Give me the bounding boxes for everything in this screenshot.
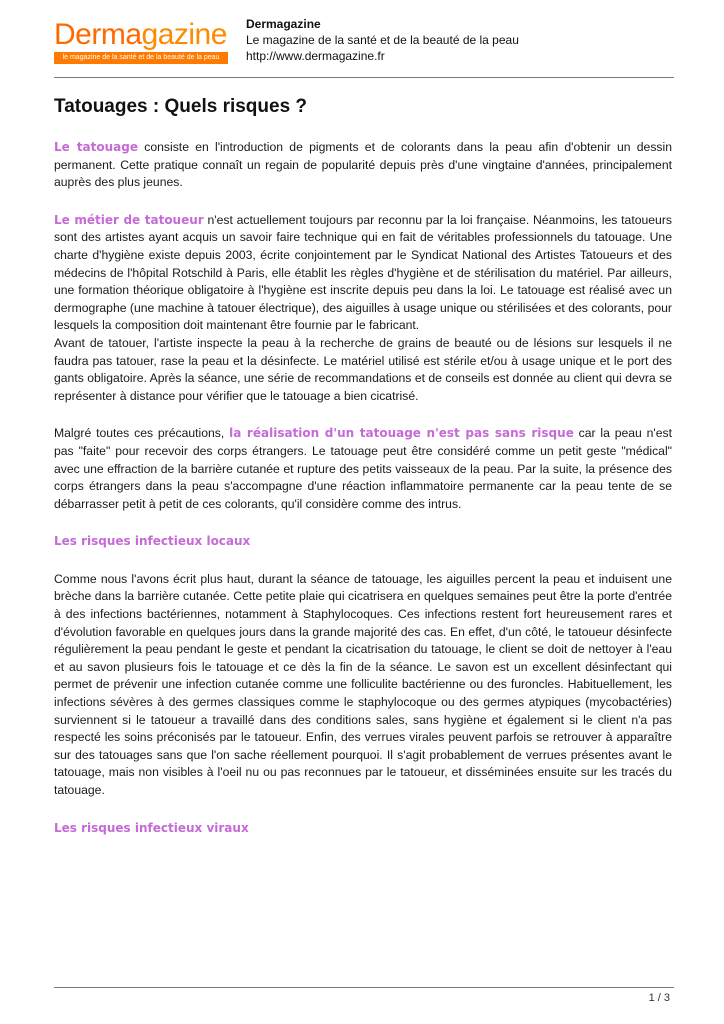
- site-info: [246, 16, 519, 64]
- logo-wordmark: [54, 18, 227, 52]
- paragraph-precautions-before: Malgré toutes ces précautions,: [54, 426, 230, 441]
- logo-word-part2: gazine: [141, 18, 227, 51]
- site-name: Dermagazine: [246, 17, 321, 31]
- logo-word-part1: Derma: [54, 18, 142, 51]
- page-number: 1 / 3: [648, 992, 670, 1004]
- paragraph-precautions-after: car la peau n'est pas "faite" pour recevoir des corps étrangers. Le tatouage peut être considéré comme un petit geste "médical" avec une effraction de la barrière cutanée et rupture des petits vaisseaux de la peau. Par la suite, la présence des corps étrangers dans la peau s'accompagne d'une réaction inflammatoire permanente car la peau tente de se débarrasser petit à petit de ces colorants, qu'il considère comme des intrus.: [54, 426, 673, 511]
- article-body: [54, 139, 672, 857]
- page-header: [54, 16, 674, 74]
- header-divider: [54, 77, 674, 78]
- logo-tagline: le magazine de la santé et de la beauté de la peau: [54, 52, 228, 64]
- site-subtitle: Le magazine de la santé et de la beauté de la peau: [246, 33, 519, 47]
- paragraph-intro: [54, 139, 672, 192]
- paragraph-infectieux-locaux: Comme nous l'avons écrit plus haut, durant la séance de tatouage, les aiguilles percent la peau et induisent une brèche dans la barrière cutanée. Cette petite plaie qui cicatrisera en quelques semaines peut être la porte d'entrée à des infections bactériennes, notamment à Staphylocoques. Ces infections restent fort heureusement rares et d'évolution favorable en quelques jours dans la grande majorité des cas. En effet, d'un côté, le tatoueur désinfecte régulièrement la peau pendant le geste et pendant la cicatrisation du tatouage, le client se doit de nettoyer à l'eau et au savon plusieurs fois le tatouage et ce dès la fin de la séance. Le savon est un excellent désinfectant qui permet de prévenir une infection cutanée comme une folliculite bactérienne ou des furoncles. Habituellement, les infections sévères à des germes classiques comme le staphylocoque ou des germes atypiques (mycobactéries) surviennent si le tatoueur a travaillé dans des conditions sales, sans hygiène et également si le client n'a pas respecté les soins préconisés par le tatoueur. Enfin, des verrues virales peuvent parfois se retrouver à apparaître sur des tatouages sans que l'on sache réellement pourquoi. Il s'agit probablement de verrues présentes avant le tatouage, mais non visibles à l'oeil nu ou pas reconnues par le tatoueur, et disséminées ensuite sur les tracés du tatouage.: [54, 571, 672, 797]
- footer-divider: [54, 987, 674, 988]
- section-heading-infectieux-locaux: Les risques infectieux locaux: [54, 534, 251, 549]
- paragraph-metier: [54, 212, 672, 335]
- highlight-realisation-risque: la réalisation d'un tatouage n'est pas sans risque: [229, 426, 574, 441]
- paragraph-metier-text: n'est actuellement toujours par reconnu par la loi française. Néanmoins, les tatoueurs sont des artistes ayant acquis un savoir faire technique qui en fait de véritables professionnels du tatouage. Une charte d'hygiène existe depuis 2003, écrite conjointement par le Syndicat National des Artistes Tatoueurs et des médecins de l'hôpital Rotschild à Paris, elle établit les règles d'hygiène et de stérilisation du matériel. Par ailleurs, une formation théorique obligatoire à l'hygiène est inscrite depuis peu dans la loi. Le tatouage est réalisé avec un dermographe (une machine à tatouer électrique), des aiguilles à usage unique ou stérilisées et des colorants, pour lesquels la composition doit maintenant être fournie par le fabricant.: [54, 212, 672, 333]
- paragraph-intro-text: consiste en l'introduction de pigments et de colorants dans la peau afin d'obtenir un dessin permanent. Cette pratique connaît un regain de popularité depuis près d'une vingtaine d'années, principalement auprès des plus jeunes.: [54, 140, 672, 190]
- paragraph-precautions: [54, 425, 672, 513]
- section-heading-infectieux-viraux: Les risques infectieux viraux: [54, 820, 249, 835]
- paragraph-avant: Avant de tatouer, l'artiste inspecte la peau à la recherche de grains de beauté ou de lésions sur lesquels il ne faudra pas tatouer, rase la peau et la désinfecte. Le matériel utilisé est stérile et/ou à usage unique et le port des gants obligatoire. Après la séance, une série de recommandations et de conseils est donnée au client qui devra se représenter à distance pour vérifier que le tatouage a bien cicatrisé.: [54, 335, 672, 403]
- site-url: http://www.dermagazine.fr: [246, 49, 385, 63]
- page-title: Tatouages : Quels risques ?: [54, 96, 308, 117]
- highlight-le-tatouage: Le tatouage: [54, 140, 139, 154]
- highlight-metier-tatoueur: Le métier de tatoueur: [54, 212, 204, 227]
- dermagazine-logo: [54, 16, 230, 66]
